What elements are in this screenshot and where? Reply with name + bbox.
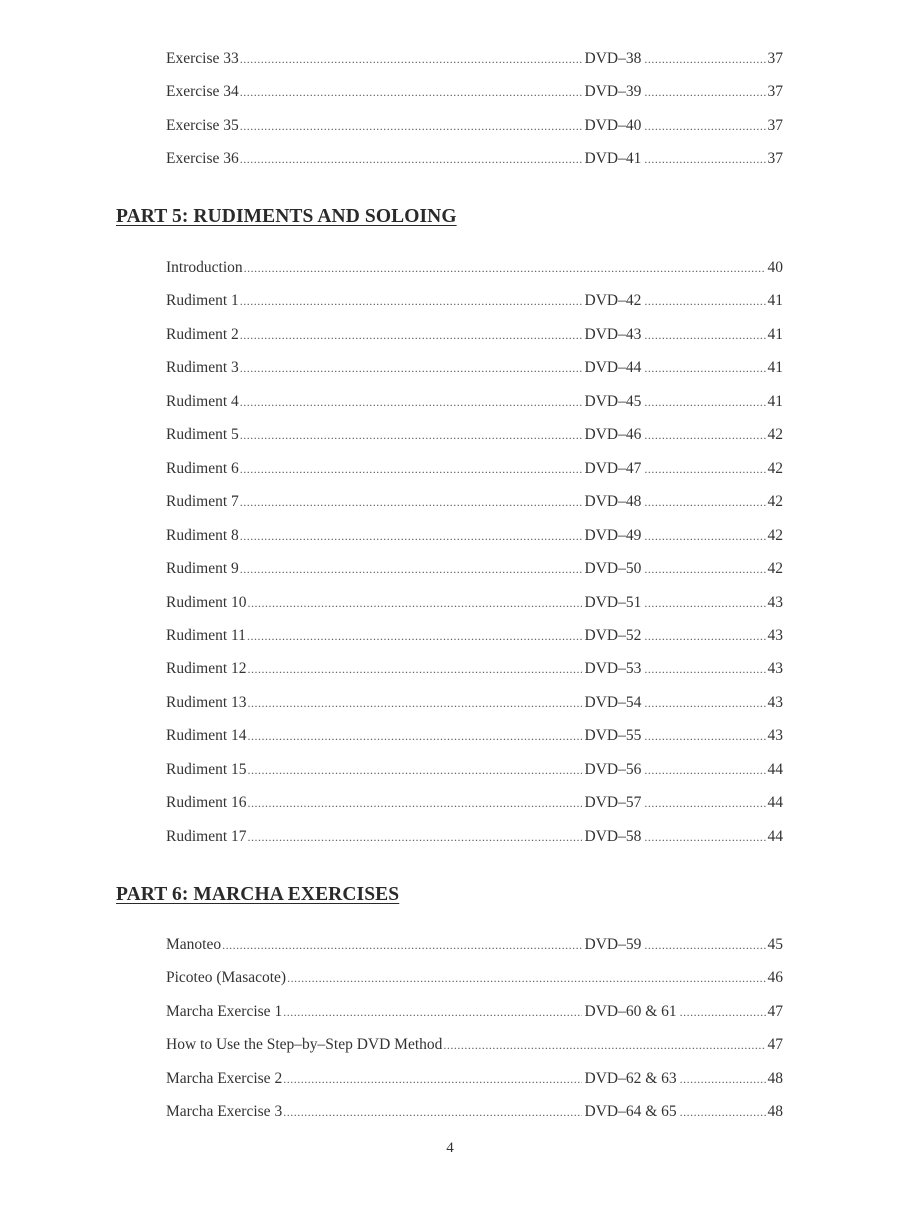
dot-leader	[644, 147, 765, 171]
dvd-reference-block	[582, 147, 766, 171]
toc-entry-title: Rudiment 14	[166, 727, 247, 745]
toc-entry-title: Exercise 36	[166, 150, 239, 168]
toc-entry-title: Rudiment 6	[166, 459, 239, 477]
toc-entry[interactable]	[166, 591, 783, 615]
dot-leader	[644, 624, 765, 648]
toc-entry-page: 46	[767, 969, 783, 987]
toc-entry[interactable]	[166, 691, 783, 715]
dvd-reference-block	[582, 758, 766, 782]
toc-entry-page: 41	[767, 292, 783, 310]
dvd-reference-block	[582, 490, 766, 514]
dot-leader	[248, 758, 582, 782]
toc-entry-page: 45	[767, 936, 783, 953]
dvd-reference-block	[582, 80, 766, 104]
dvd-track: DVD–57	[584, 794, 642, 812]
dvd-track: DVD–64 & 65	[584, 1103, 677, 1121]
toc-entry[interactable]	[166, 457, 783, 481]
toc-entry-title: Picoteo (Masacote)	[166, 969, 287, 987]
dvd-track: DVD–45	[584, 392, 642, 410]
dvd-track: DVD–59	[584, 936, 642, 953]
toc-entry-page: 43	[767, 727, 783, 745]
dot-leader	[644, 323, 765, 347]
toc-entry[interactable]	[166, 80, 783, 104]
dvd-reference-block	[582, 1100, 766, 1124]
dvd-track: DVD–40	[584, 116, 642, 134]
dot-leader	[644, 591, 765, 615]
dot-leader	[240, 490, 582, 514]
dvd-reference-block	[582, 1000, 766, 1024]
dvd-track: DVD–41	[584, 150, 642, 168]
dot-leader	[240, 457, 582, 481]
toc-entry-title: Rudiment 13	[166, 693, 247, 711]
toc-entry-page: 41	[767, 392, 783, 410]
toc-entry-page: 47	[767, 1036, 783, 1054]
toc-entry-title: Rudiment 4	[166, 392, 239, 410]
toc-entry-title: Rudiment 7	[166, 493, 239, 511]
toc-entry[interactable]	[166, 624, 783, 648]
dot-leader	[644, 356, 765, 380]
toc-entry[interactable]	[166, 390, 783, 414]
dvd-reference-block	[582, 825, 766, 849]
toc-entry-page: 37	[767, 116, 783, 134]
section-heading: PART 6: MARCHA EXERCISES	[116, 884, 400, 905]
dvd-track: DVD–46	[584, 426, 642, 444]
dvd-track: DVD–50	[584, 560, 642, 578]
dvd-reference-block	[582, 724, 766, 748]
dot-leader	[443, 1033, 765, 1057]
dvd-reference-block	[582, 323, 766, 347]
dvd-reference-block	[582, 114, 766, 138]
page-number: 4	[446, 1140, 454, 1156]
toc-entry-page: 37	[767, 150, 783, 168]
dot-leader	[240, 323, 582, 347]
toc-entry-page: 42	[767, 526, 783, 544]
dot-leader	[283, 1000, 581, 1024]
toc-entry-title: Rudiment 8	[166, 526, 239, 544]
dot-leader	[644, 657, 765, 681]
dvd-reference-block	[582, 457, 766, 481]
toc-entry-page: 42	[767, 560, 783, 578]
toc-entry-page: 37	[767, 50, 783, 67]
toc-entry-title: Rudiment 1	[166, 292, 239, 310]
toc-entry[interactable]	[166, 524, 783, 548]
toc-entry-page: 42	[767, 426, 783, 444]
dot-leader	[680, 1100, 766, 1124]
toc-entry[interactable]	[166, 423, 783, 447]
toc-entry-page: 47	[767, 1002, 783, 1020]
dvd-track: DVD–56	[584, 760, 642, 778]
dvd-track: DVD–47	[584, 459, 642, 477]
dvd-track: DVD–54	[584, 693, 642, 711]
dot-leader	[240, 524, 582, 548]
dot-leader	[287, 966, 765, 990]
dot-leader	[644, 557, 765, 581]
toc-entry[interactable]	[166, 1033, 783, 1057]
dvd-reference-block	[582, 791, 766, 815]
dot-leader	[248, 591, 582, 615]
toc-entry-page: 37	[767, 83, 783, 101]
dvd-track: DVD–62 & 63	[584, 1069, 677, 1087]
toc-entry-page: 42	[767, 459, 783, 477]
toc-entry-page: 43	[767, 693, 783, 711]
dvd-track: DVD–44	[584, 359, 642, 377]
dvd-reference-block	[582, 47, 766, 71]
dot-leader	[644, 791, 765, 815]
toc-entry-title: Introduction	[166, 259, 243, 276]
toc-entry-title: How to Use the Step–by–Step DVD Method	[166, 1036, 443, 1054]
toc-entry-title: Manoteo	[166, 936, 222, 953]
toc-entry[interactable]	[166, 147, 783, 171]
dot-leader	[644, 524, 765, 548]
dvd-track: DVD–43	[584, 325, 642, 343]
dot-leader	[240, 80, 582, 104]
dvd-track: DVD–55	[584, 727, 642, 745]
dvd-reference-block	[582, 591, 766, 615]
dot-leader	[644, 80, 765, 104]
toc-entry[interactable]	[166, 557, 783, 581]
toc-entry-title: Rudiment 5	[166, 426, 239, 444]
dvd-track: DVD–53	[584, 660, 642, 678]
dot-leader	[644, 724, 765, 748]
toc-entry-title: Rudiment 12	[166, 660, 247, 678]
dvd-reference-block	[582, 691, 766, 715]
toc-entry-page: 44	[767, 794, 783, 812]
toc-entry[interactable]	[166, 356, 783, 380]
toc-entry-page: 48	[767, 1103, 783, 1121]
toc-entry-title: Rudiment 3	[166, 359, 239, 377]
toc-entry-title: Rudiment 2	[166, 325, 239, 343]
toc-entry-page: 43	[767, 626, 783, 644]
dot-leader	[240, 289, 582, 313]
dvd-reference-block	[582, 390, 766, 414]
dvd-reference-block	[582, 624, 766, 648]
toc-entry[interactable]	[166, 966, 783, 990]
dvd-reference-block	[582, 557, 766, 581]
dvd-track: DVD–58	[584, 827, 642, 845]
dot-leader	[240, 114, 582, 138]
dvd-track: DVD–49	[584, 526, 642, 544]
dot-leader	[644, 457, 765, 481]
dot-leader	[240, 356, 582, 380]
toc-entry[interactable]	[166, 791, 783, 815]
dvd-reference-block	[582, 1067, 766, 1091]
toc-entry-page: 48	[767, 1069, 783, 1087]
toc-entry[interactable]	[166, 47, 783, 71]
toc-entry-title: Rudiment 10	[166, 593, 247, 611]
dot-leader	[247, 624, 582, 648]
toc-entry-title: Rudiment 9	[166, 560, 239, 578]
dot-leader	[644, 390, 765, 414]
dot-leader	[644, 758, 765, 782]
toc-entry[interactable]	[166, 323, 783, 347]
dot-leader	[644, 114, 765, 138]
toc-entry[interactable]	[166, 289, 783, 313]
toc-entry-title: Marcha Exercise 1	[166, 1002, 283, 1020]
toc-entry[interactable]	[166, 1100, 783, 1124]
dvd-track: DVD–48	[584, 493, 642, 511]
toc-entry-page: 42	[767, 493, 783, 511]
dot-leader	[680, 1067, 766, 1091]
dvd-track: DVD–39	[584, 83, 642, 101]
toc-entry[interactable]	[166, 933, 783, 957]
dot-leader	[283, 1067, 581, 1091]
toc-entry[interactable]	[166, 490, 783, 514]
dvd-reference-block	[582, 423, 766, 447]
dot-leader	[248, 657, 582, 681]
dot-leader	[248, 825, 582, 849]
toc-entry-title: Rudiment 15	[166, 760, 247, 778]
dvd-reference-block	[582, 933, 766, 957]
dvd-track: DVD–52	[584, 626, 642, 644]
toc-entry-title: Rudiment 11	[166, 626, 246, 644]
toc-entry-page: 44	[767, 827, 783, 845]
dvd-track: DVD–60 & 61	[584, 1002, 677, 1020]
dot-leader	[240, 557, 582, 581]
dot-leader	[240, 47, 582, 71]
toc-entry[interactable]	[166, 256, 783, 280]
toc-entry[interactable]	[166, 758, 783, 782]
dot-leader	[644, 423, 765, 447]
dot-leader	[248, 791, 582, 815]
dot-leader	[644, 289, 765, 313]
dot-leader	[644, 691, 765, 715]
dvd-reference-block	[582, 657, 766, 681]
toc-entry-page: 43	[767, 660, 783, 678]
toc-entry-title: Exercise 33	[166, 50, 239, 67]
dot-leader	[283, 1100, 581, 1124]
dvd-reference-block	[582, 356, 766, 380]
dvd-track: DVD–42	[584, 292, 642, 310]
toc-entry-page: 43	[767, 593, 783, 611]
toc-entry-title: Marcha Exercise 3	[166, 1103, 283, 1121]
dot-leader	[248, 691, 582, 715]
dvd-track: DVD–38	[584, 50, 642, 67]
dvd-reference-block	[582, 524, 766, 548]
toc-entry-title: Rudiment 16	[166, 794, 247, 812]
dot-leader	[222, 933, 581, 957]
toc-entry[interactable]	[166, 1067, 783, 1091]
dot-leader	[644, 47, 765, 71]
dot-leader	[644, 490, 765, 514]
dvd-reference-block	[582, 289, 766, 313]
toc-entry[interactable]	[166, 1000, 783, 1024]
dot-leader	[240, 147, 582, 171]
toc-entry-page: 44	[767, 760, 783, 778]
section-heading: PART 5: RUDIMENTS AND SOLOING	[116, 206, 457, 227]
toc-entry[interactable]	[166, 114, 783, 138]
toc-entry-title: Exercise 35	[166, 116, 239, 134]
toc-entry-page: 41	[767, 359, 783, 377]
toc-entry-page: 41	[767, 325, 783, 343]
toc-entry-page: 40	[767, 259, 783, 276]
dot-leader	[244, 256, 766, 280]
dot-leader	[248, 724, 582, 748]
dvd-track: DVD–51	[584, 593, 642, 611]
toc-entry[interactable]	[166, 657, 783, 681]
toc-entry[interactable]	[166, 825, 783, 849]
toc-entry-title: Exercise 34	[166, 83, 239, 101]
dot-leader	[240, 390, 582, 414]
toc-entry-title: Rudiment 17	[166, 827, 247, 845]
toc-entry[interactable]	[166, 724, 783, 748]
dot-leader	[680, 1000, 766, 1024]
dot-leader	[240, 423, 582, 447]
dot-leader	[644, 825, 765, 849]
toc-entry-title: Marcha Exercise 2	[166, 1069, 283, 1087]
dot-leader	[644, 933, 765, 957]
